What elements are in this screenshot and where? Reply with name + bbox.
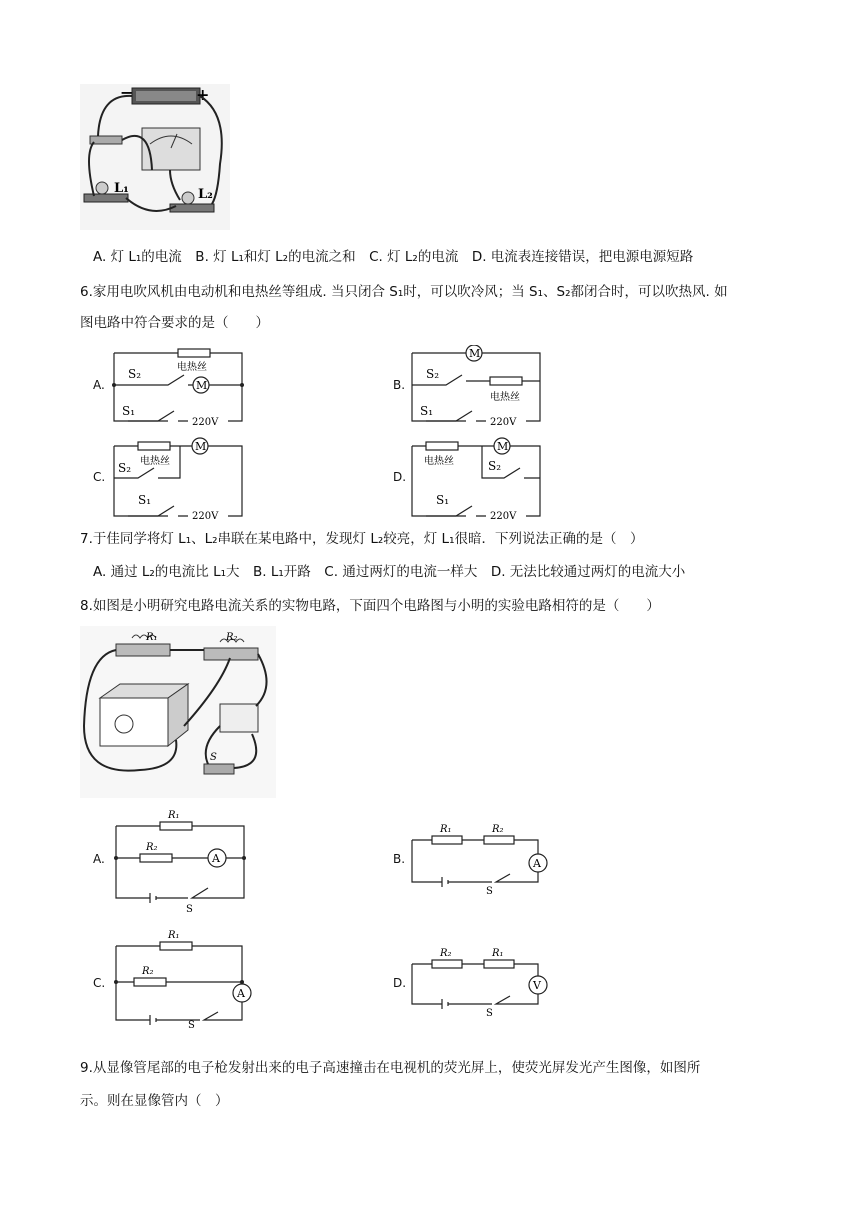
svg-text:S₂: S₂ (118, 461, 132, 475)
svg-text:S₁: S₁ (138, 493, 152, 507)
q6-circuit-a (108, 345, 248, 425)
svg-text:R₂: R₂ (226, 632, 238, 643)
svg-text:R₁: R₁ (146, 632, 158, 643)
q5-options: A. 灯 L₁的电流 B. 灯 L₁和灯 L₂的电流之和 C. 灯 L₂的电流 D. 电流表连接错误，把电源电源短路 (93, 249, 694, 265)
svg-text:R₁: R₁ (440, 824, 452, 835)
q8-circuit-b (408, 820, 558, 896)
q5-circuit-photo (80, 84, 230, 230)
q8-circuit-d (408, 944, 558, 1020)
svg-text:电热丝: 电热丝 (140, 456, 170, 467)
svg-text:R₂: R₂ (146, 842, 158, 853)
q8-circuit-a (110, 808, 250, 912)
svg-text:R₁: R₁ (168, 810, 180, 821)
q8-option-c-label: C. (93, 976, 106, 990)
svg-text:S: S (486, 886, 493, 896)
svg-text:L₂: L₂ (198, 187, 213, 202)
q6-circuit-c (108, 436, 248, 520)
q6-option-d-label: D. (393, 470, 407, 484)
q8-option-b-label: B. (393, 852, 406, 866)
q9-stem-line2: 示。则在显像管内（ ） (80, 1093, 229, 1109)
svg-text:A: A (212, 852, 220, 865)
svg-text:M: M (195, 440, 207, 453)
svg-text:R₁: R₁ (168, 930, 180, 941)
svg-text:S₂: S₂ (426, 367, 440, 381)
svg-text:220V: 220V (192, 511, 219, 520)
svg-text:R₂: R₂ (142, 966, 154, 977)
svg-text:M: M (497, 440, 509, 453)
svg-text:A: A (237, 987, 245, 1000)
svg-text:−: − (120, 84, 134, 102)
q6-circuit-b (406, 345, 546, 425)
q8-stem: 8.如图是小明研究电路电流关系的实物电路，下面四个电路图与小明的实验电路相符的是（ ） (80, 598, 660, 614)
q6-stem-line1: 6.家用电吹风机由电动机和电热丝等组成. 当只闭合 S₁时，可以吹冷风；当 S₁、S₂都闭合时，可以吹热风. 如 (80, 284, 728, 300)
svg-text:A: A (533, 857, 541, 870)
svg-text:电热丝: 电热丝 (424, 456, 454, 467)
svg-text:L₁: L₁ (114, 181, 129, 196)
q6-circuit-d (406, 436, 546, 520)
svg-text:M: M (196, 379, 208, 392)
q6-stem-line2: 图电路中符合要求的是（ ） (80, 315, 269, 331)
svg-text:S₂: S₂ (128, 367, 142, 381)
svg-text:电热丝: 电热丝 (177, 362, 207, 373)
svg-text:V: V (533, 979, 541, 992)
q7-stem: 7.于佳同学将灯 L₁、L₂串联在某电路中，发现灯 L₂较亮，灯 L₁很暗．下列说法正确的是（ ） (80, 531, 644, 547)
svg-text:S: S (186, 904, 193, 912)
q8-option-d-label: D. (393, 976, 407, 990)
q6-option-c-label: C. (93, 470, 106, 484)
svg-text:S: S (210, 752, 217, 763)
q7-options: A. 通过 L₂的电流比 L₁大 B. L₁开路 C. 通过两灯的电流一样大 D. 无法比较通过两灯的电流大小 (93, 564, 686, 580)
svg-text:220V: 220V (490, 511, 517, 520)
svg-text:220V: 220V (192, 417, 219, 425)
svg-text:R₂: R₂ (492, 824, 504, 835)
svg-text:S₁: S₁ (436, 493, 450, 507)
svg-text:220V: 220V (490, 417, 517, 425)
svg-text:S₂: S₂ (488, 459, 502, 473)
svg-text:S₁: S₁ (420, 404, 434, 418)
svg-text:S₁: S₁ (122, 404, 136, 418)
q9-stem-line1: 9.从显像管尾部的电子枪发射出来的电子高速撞击在电视机的荧光屏上，使荧光屏发光产生图像，如图所 (80, 1060, 701, 1076)
q8-circuit-photo (80, 626, 276, 798)
svg-text:+: + (196, 85, 210, 104)
svg-text:R₂: R₂ (440, 948, 452, 959)
svg-text:S: S (486, 1008, 493, 1019)
svg-text:电热丝: 电热丝 (490, 392, 520, 403)
q6-option-a-label: A. (93, 378, 105, 392)
svg-text:M: M (469, 347, 481, 360)
q8-circuit-c (110, 928, 256, 1028)
q6-option-b-label: B. (393, 378, 406, 392)
svg-text:R₁: R₁ (492, 948, 504, 959)
svg-text:S: S (188, 1020, 195, 1028)
q8-option-a-label: A. (93, 852, 105, 866)
